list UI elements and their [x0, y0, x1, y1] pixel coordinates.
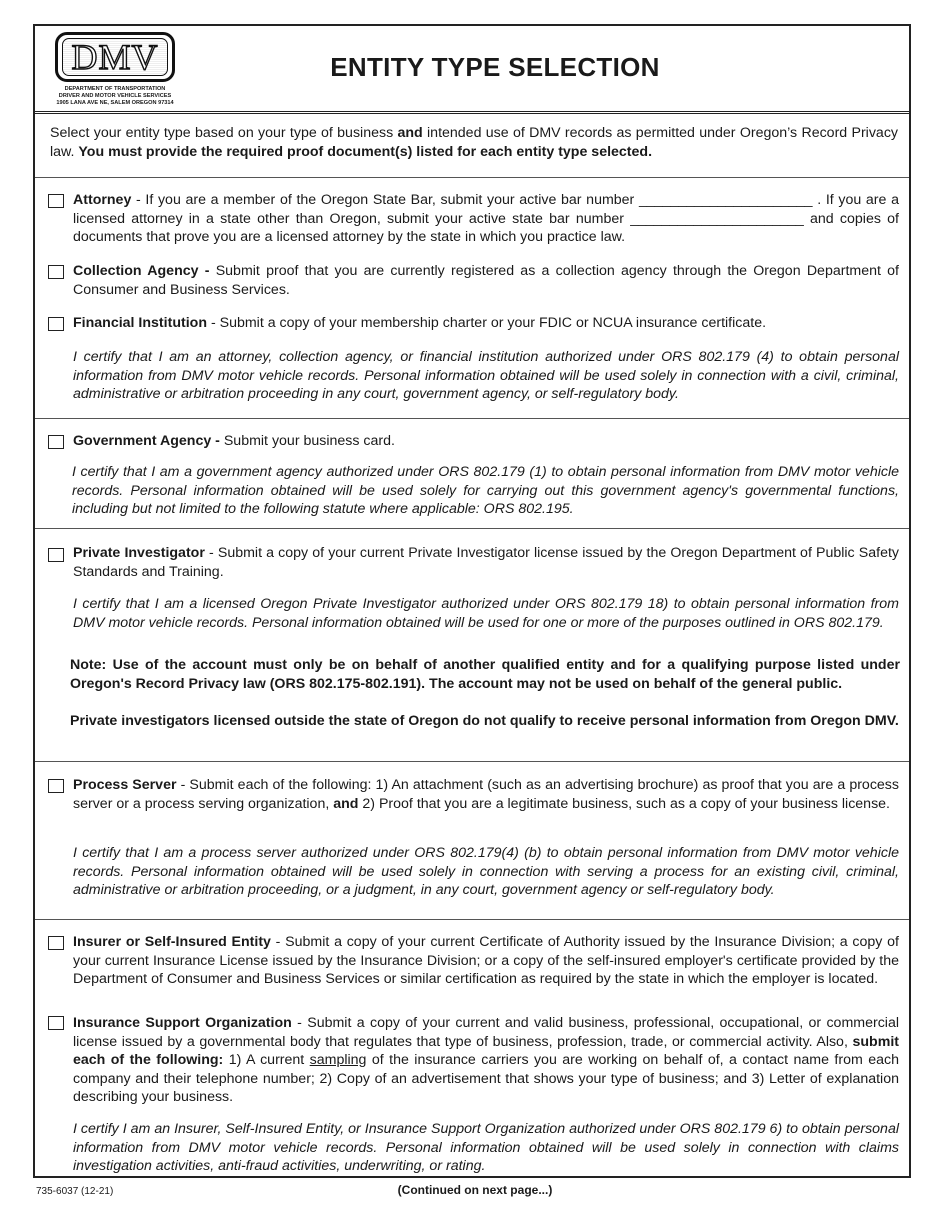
dmv-logo	[55, 32, 175, 82]
investigator-section	[35, 529, 909, 762]
attorney-text: Attorney - If you are a member of the Oregon State Bar, submit your active bar number ______________________ . If you are a licensed attorney in a state other than Oregon, submit your active state bar number ______________________ and copies of documents that prove you are a licensed attorney by the state in which you practice law.	[73, 192, 899, 245]
department-address: DEPARTMENT OF TRANSPORTATION DRIVER AND MOTOR VEHICLE SERVICES 1905 LANA AVE NE, SALEM OREGON 97314	[56, 86, 174, 106]
collection-agency-text: Collection Agency - Submit proof that you are currently registered as a collection agency through the Oregon Department of Consumer and Business Services.	[73, 263, 899, 298]
form-header	[35, 26, 909, 114]
investigator-note-outside: Private investigators licensed outside the state of Oregon do not qualify to receive personal information from Oregon DMV.	[70, 713, 899, 729]
insurance-support-checkbox[interactable]	[48, 1016, 64, 1030]
continued-note: (Continued on next page...)	[397, 1183, 553, 1197]
private-investigator-text: Private Investigator - Submit a copy of your current Private Investigator license issued by the Oregon Department of Public Safety Standards and Training.	[73, 545, 900, 580]
process-server-section	[35, 762, 909, 920]
page-title: ENTITY TYPE SELECTION	[330, 52, 660, 82]
financial-institution-checkbox[interactable]	[48, 317, 64, 331]
intro-section	[35, 114, 909, 178]
legal-entities-section	[35, 178, 909, 419]
investigator-note: Note: Use of the account must only be on behalf of another qualified entity and for a qualifying purpose listed under Oregon's Record Privacy law (ORS 802.175-802.191). The account may not be used on behalf of the general public.	[70, 657, 900, 692]
collection-agency-checkbox[interactable]	[48, 265, 64, 279]
insurance-support-text: Insurance Support Organization - Submit a copy of your current and valid business, professional, occupational, or commercial license issued by a governmental body that regulates that type of business, profession, trade, or commercial activity. Also, submit each of the following: 1) A current sampling of the insurance carriers you are working on behalf of, a contact name from each company and their telephone number; 2) Copy of an advertisement that shows your type of business; and 3) Letter of explanation describing your business.	[73, 1015, 900, 1105]
government-agency-checkbox[interactable]	[48, 435, 64, 449]
dmv-logo-text: DMV	[71, 37, 159, 77]
insurer-certification: I certify I am an Insurer, Self-Insured Entity, or Insurance Support Organization authorized under ORS 802.179 6) to obtain personal information from DMV motor vehicle records. Personal information obtained will be used solely in connection with claims investigation activities, anti-fraud activities, underwriting, or rating.	[73, 1121, 899, 1174]
insurer-section	[35, 920, 909, 1178]
insurer-text: Insurer or Self-Insured Entity - Submit a copy of your current Certificate of Authority issued by the Insurance Division; a copy of your current Insurance License issued by the Insurance Division; or a copy of the self-insured employer's certificate provided by the Department of Consumer and Business Services or similar certification as required by the state in which the employer is located.	[73, 934, 899, 987]
form-frame	[33, 24, 911, 1178]
process-server-text: Process Server - Submit each of the following: 1) An attachment (such as an advertising brochure) as proof that you are a process server or a process serving organization, and 2) Proof that you are a legitimate business, such as a copy of your business license.	[73, 777, 899, 812]
process-server-checkbox[interactable]	[48, 779, 64, 793]
financial-institution-text: Financial Institution - Submit a copy of your membership charter or your FDIC or NCUA insurance certificate.	[73, 315, 767, 331]
intro-text: Select your entity type based on your type of business and intended use of DMV records as permitted under Oregon’s Record Privacy law. You must provide the required proof document(s) listed for each entity type selected.	[50, 125, 899, 160]
form-number: 735-6037 (12-21)	[36, 1186, 114, 1197]
government-certification: I certify that I am a government agency authorized under ORS 802.179 (1) to obtain personal information from DMV motor vehicle records. Personal information obtained will be used solely for carrying out this government agency's governmental functions, including but not limited to the following statute where applicable: ORS 802.195.	[72, 464, 899, 517]
investigator-certification: I certify that I am a licensed Oregon Private Investigator authorized under ORS 802.179 18) to obtain personal information from DMV motor vehicle records. Personal information obtained will be used for one or more of the purposes outlined in ORS 802.179.	[73, 596, 899, 631]
attorney-checkbox[interactable]	[48, 194, 64, 208]
legal-certification: I certify that I am an attorney, collection agency, or financial institution authorized under ORS 802.179 (4) to obtain personal information from DMV motor vehicle records. Personal information obtained will be used solely in connection with a civil, criminal, administrative or arbitration proceeding in any court, government agency, or self-regulatory body.	[73, 349, 899, 402]
insurer-checkbox[interactable]	[48, 936, 64, 950]
process-server-certification: I certify that I am a process server authorized under ORS 802.179(4) (b) to obtain personal information from DMV motor vehicle records. Personal information obtained will be used solely in connection with serving a process for an existing civil, criminal, administrative or arbitration proceeding, or a judgment, in any court, government agency or self-regulatory body.	[73, 845, 899, 898]
private-investigator-checkbox[interactable]	[48, 548, 64, 562]
government-section	[35, 419, 909, 529]
government-agency-text: Government Agency - Submit your business card.	[73, 433, 395, 449]
